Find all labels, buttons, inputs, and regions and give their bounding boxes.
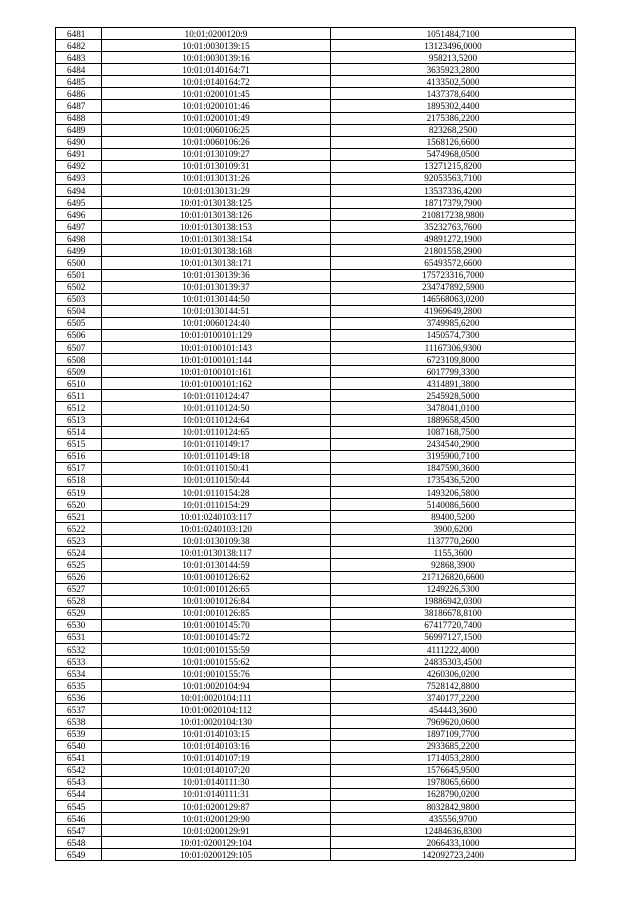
table-row	[56, 631, 576, 643]
value-cell: 2434540,2900	[331, 438, 576, 450]
value-cell: 1847590,3600	[331, 462, 576, 474]
value-cell: 1493206,5800	[331, 486, 576, 498]
cadastral-number-cell: 10:01:0010126:84	[102, 595, 331, 607]
cadastral-number-cell: 10:01:0110149:18	[102, 450, 331, 462]
value-cell: 13537336,4200	[331, 185, 576, 197]
table-row	[56, 595, 576, 607]
value-cell: 1087168,7500	[331, 426, 576, 438]
value-cell: 1437378,6400	[331, 88, 576, 100]
table-row	[56, 559, 576, 571]
row-number-cell: 6485	[56, 76, 102, 88]
cadastral-number-cell: 10:01:0130109:27	[102, 148, 331, 160]
row-number-cell: 6543	[56, 776, 102, 788]
cadastral-number-cell: 10:01:0200101:49	[102, 112, 331, 124]
table-row	[56, 221, 576, 233]
value-cell: 1978065,6600	[331, 776, 576, 788]
cadastral-number-cell: 10:01:0110124:65	[102, 426, 331, 438]
row-number-cell: 6531	[56, 631, 102, 643]
value-cell: 3900,6200	[331, 523, 576, 535]
cadastral-number-cell: 10:01:0200101:46	[102, 100, 331, 112]
value-cell: 1897109,7700	[331, 728, 576, 740]
table-row	[56, 124, 576, 136]
table-row	[56, 293, 576, 305]
row-number-cell: 6541	[56, 752, 102, 764]
table-row	[56, 523, 576, 535]
value-cell: 24835303,4500	[331, 656, 576, 668]
row-number-cell: 6536	[56, 692, 102, 704]
value-cell: 4314891,3800	[331, 378, 576, 390]
cadastral-number-cell: 10:01:0100101:162	[102, 378, 331, 390]
table-row	[56, 426, 576, 438]
cadastral-number-cell: 10:01:0130139:36	[102, 269, 331, 281]
row-number-cell: 6494	[56, 185, 102, 197]
value-cell: 56997127,1500	[331, 631, 576, 643]
value-cell: 18717379,7900	[331, 197, 576, 209]
table-row	[56, 728, 576, 740]
cadastral-number-cell: 10:01:0140164:72	[102, 76, 331, 88]
cadastral-number-cell: 10:01:0110124:50	[102, 402, 331, 414]
value-cell: 2545928,5000	[331, 390, 576, 402]
value-cell: 3195900,7100	[331, 450, 576, 462]
row-number-cell: 6489	[56, 124, 102, 136]
table-row	[56, 245, 576, 257]
table-row	[56, 547, 576, 559]
table-row	[56, 607, 576, 619]
cadastral-number-cell: 10:01:0140103:16	[102, 740, 331, 752]
value-cell: 5474968,0500	[331, 148, 576, 160]
value-cell: 1714053,2800	[331, 752, 576, 764]
value-cell: 92868,3900	[331, 559, 576, 571]
row-number-cell: 6514	[56, 426, 102, 438]
value-cell: 41969649,2800	[331, 305, 576, 317]
table-row	[56, 100, 576, 112]
cadastral-number-cell: 10:01:0010145:70	[102, 619, 331, 631]
row-number-cell: 6518	[56, 474, 102, 486]
cadastral-number-cell: 10:01:0010155:62	[102, 656, 331, 668]
cadastral-number-cell: 10:01:0030139:16	[102, 52, 331, 64]
value-cell: 823268,2500	[331, 124, 576, 136]
table-row	[56, 354, 576, 366]
row-number-cell: 6527	[56, 583, 102, 595]
table-row	[56, 172, 576, 184]
value-cell: 1895302,4400	[331, 100, 576, 112]
row-number-cell: 6510	[56, 378, 102, 390]
row-number-cell: 6521	[56, 511, 102, 523]
cadastral-number-cell: 10:01:0020104:130	[102, 716, 331, 728]
value-cell: 8032842,9800	[331, 801, 576, 813]
row-number-cell: 6533	[56, 656, 102, 668]
cadastral-number-cell: 10:01:0100101:144	[102, 354, 331, 366]
cadastral-number-cell: 10:01:0110154:29	[102, 499, 331, 511]
row-number-cell: 6547	[56, 825, 102, 837]
value-cell: 92053563,7100	[331, 172, 576, 184]
table-row	[56, 474, 576, 486]
table-row	[56, 643, 576, 655]
row-number-cell: 6481	[56, 28, 102, 40]
table-row	[56, 450, 576, 462]
row-number-cell: 6505	[56, 317, 102, 329]
table-row	[56, 305, 576, 317]
cadastral-number-cell: 10:01:0200101:45	[102, 88, 331, 100]
row-number-cell: 6519	[56, 486, 102, 498]
value-cell: 3478041,0100	[331, 402, 576, 414]
cadastral-number-cell: 10:01:0200129:90	[102, 813, 331, 825]
cadastral-number-cell: 10:01:0100101:161	[102, 366, 331, 378]
row-number-cell: 6501	[56, 269, 102, 281]
cadastral-number-cell: 10:01:0130138:117	[102, 547, 331, 559]
row-number-cell: 6517	[56, 462, 102, 474]
table-row	[56, 197, 576, 209]
table-row	[56, 740, 576, 752]
table-row	[56, 499, 576, 511]
row-number-cell: 6524	[56, 547, 102, 559]
value-cell: 1155,3600	[331, 547, 576, 559]
value-cell: 2066433,1000	[331, 837, 576, 849]
value-cell: 435556,9700	[331, 813, 576, 825]
row-number-cell: 6513	[56, 414, 102, 426]
value-cell: 7969620,0600	[331, 716, 576, 728]
cadastral-number-cell: 10:01:0020104:111	[102, 692, 331, 704]
table-row	[56, 185, 576, 197]
cadastral-number-cell: 10:01:0110124:47	[102, 390, 331, 402]
row-number-cell: 6542	[56, 764, 102, 776]
row-number-cell: 6498	[56, 233, 102, 245]
table-row	[56, 40, 576, 52]
row-number-cell: 6548	[56, 837, 102, 849]
row-number-cell: 6528	[56, 595, 102, 607]
cadastral-number-cell: 10:01:0130131:29	[102, 185, 331, 197]
cadastral-number-cell: 10:01:0200129:105	[102, 849, 331, 861]
cadastral-number-cell: 10:01:0140107:20	[102, 764, 331, 776]
table-row	[56, 837, 576, 849]
cadastral-number-cell: 10:01:0200129:91	[102, 825, 331, 837]
table-row	[56, 281, 576, 293]
value-cell: 3749985,6200	[331, 317, 576, 329]
row-number-cell: 6503	[56, 293, 102, 305]
value-cell: 2175386,2200	[331, 112, 576, 124]
cadastral-number-cell: 10:01:0110149:17	[102, 438, 331, 450]
table-row	[56, 342, 576, 354]
value-cell: 12484636,8300	[331, 825, 576, 837]
cadastral-number-cell: 10:01:0020104:112	[102, 704, 331, 716]
cadastral-number-cell: 10:01:0060106:26	[102, 136, 331, 148]
table-row	[56, 849, 576, 861]
table-row	[56, 366, 576, 378]
row-number-cell: 6488	[56, 112, 102, 124]
value-cell: 234747892,5900	[331, 281, 576, 293]
row-number-cell: 6540	[56, 740, 102, 752]
value-cell: 1568126,6600	[331, 136, 576, 148]
value-cell: 4133502,5000	[331, 76, 576, 88]
table-row	[56, 704, 576, 716]
value-cell: 5140086,5600	[331, 499, 576, 511]
table-row	[56, 269, 576, 281]
table-row	[56, 76, 576, 88]
row-number-cell: 6515	[56, 438, 102, 450]
cadastral-number-cell: 10:01:0130138:125	[102, 197, 331, 209]
table-row	[56, 486, 576, 498]
table-row	[56, 52, 576, 64]
cadastral-number-cell: 10:01:0240103:120	[102, 523, 331, 535]
table-row	[56, 825, 576, 837]
row-number-cell: 6504	[56, 305, 102, 317]
table-row	[56, 317, 576, 329]
table-row	[56, 583, 576, 595]
value-cell: 89400,5200	[331, 511, 576, 523]
row-number-cell: 6526	[56, 571, 102, 583]
value-cell: 958213,5200	[331, 52, 576, 64]
table-row	[56, 680, 576, 692]
table-row	[56, 801, 576, 813]
row-number-cell: 6537	[56, 704, 102, 716]
cadastral-number-cell: 10:01:0140111:31	[102, 788, 331, 800]
table-row	[56, 136, 576, 148]
cadastral-number-cell: 10:01:0100101:129	[102, 329, 331, 341]
value-cell: 38186678,8100	[331, 607, 576, 619]
table-row	[56, 656, 576, 668]
cadastral-number-cell: 10:01:0060106:25	[102, 124, 331, 136]
cadastral-number-cell: 10:01:0200129:104	[102, 837, 331, 849]
cadastral-number-cell: 10:01:0130139:37	[102, 281, 331, 293]
value-cell: 1889658,4500	[331, 414, 576, 426]
cadastral-number-cell: 10:01:0130138:168	[102, 245, 331, 257]
row-number-cell: 6490	[56, 136, 102, 148]
value-cell: 21801558,2900	[331, 245, 576, 257]
cadastral-number-cell: 10:01:0240103:117	[102, 511, 331, 523]
value-cell: 35232763,7600	[331, 221, 576, 233]
row-number-cell: 6529	[56, 607, 102, 619]
cadastral-number-cell: 10:01:0140103:15	[102, 728, 331, 740]
table-body	[56, 28, 576, 861]
row-number-cell: 6544	[56, 788, 102, 800]
value-cell: 175723316,7000	[331, 269, 576, 281]
value-cell: 2933685,2200	[331, 740, 576, 752]
row-number-cell: 6495	[56, 197, 102, 209]
row-number-cell: 6525	[56, 559, 102, 571]
table-row	[56, 64, 576, 76]
cadastral-number-cell: 10:01:0010126:62	[102, 571, 331, 583]
row-number-cell: 6522	[56, 523, 102, 535]
row-number-cell: 6530	[56, 619, 102, 631]
table-row	[56, 160, 576, 172]
row-number-cell: 6506	[56, 329, 102, 341]
cadastral-number-cell: 10:01:0100101:143	[102, 342, 331, 354]
value-cell: 454443,3600	[331, 704, 576, 716]
value-cell: 13271215,8200	[331, 160, 576, 172]
row-number-cell: 6535	[56, 680, 102, 692]
row-number-cell: 6523	[56, 535, 102, 547]
cadastral-number-cell: 10:01:0130144:50	[102, 293, 331, 305]
cadastral-number-cell: 10:01:0130144:51	[102, 305, 331, 317]
value-cell: 1735436,5200	[331, 474, 576, 486]
cadastral-number-cell: 10:01:0060124:40	[102, 317, 331, 329]
row-number-cell: 6511	[56, 390, 102, 402]
value-cell: 6723109,8000	[331, 354, 576, 366]
value-cell: 4260306,0200	[331, 668, 576, 680]
value-cell: 217126820,6600	[331, 571, 576, 583]
table-row	[56, 668, 576, 680]
row-number-cell: 6532	[56, 643, 102, 655]
table-row	[56, 462, 576, 474]
cadastral-number-cell: 10:01:0110154:28	[102, 486, 331, 498]
value-cell: 4111222,4000	[331, 643, 576, 655]
value-cell: 146568063,0200	[331, 293, 576, 305]
row-number-cell: 6491	[56, 148, 102, 160]
value-cell: 7528142,8800	[331, 680, 576, 692]
table-row	[56, 28, 576, 40]
cadastral-number-cell: 10:01:0010126:65	[102, 583, 331, 595]
table-row	[56, 764, 576, 776]
cadastral-number-cell: 10:01:0130109:38	[102, 535, 331, 547]
table-row	[56, 112, 576, 124]
value-cell: 19886942,0300	[331, 595, 576, 607]
table-row	[56, 148, 576, 160]
cadastral-number-cell: 10:01:0020104:94	[102, 680, 331, 692]
row-number-cell: 6496	[56, 209, 102, 221]
value-cell: 49891272,1900	[331, 233, 576, 245]
cadastral-number-cell: 10:01:0110124:64	[102, 414, 331, 426]
table-row	[56, 716, 576, 728]
cadastral-number-cell: 10:01:0130144:59	[102, 559, 331, 571]
cadastral-number-cell: 10:01:0200120:9	[102, 28, 331, 40]
value-cell: 65493572,6600	[331, 257, 576, 269]
cadastral-number-cell: 10:01:0130109:31	[102, 160, 331, 172]
cadastral-number-cell: 10:01:0010145:72	[102, 631, 331, 643]
row-number-cell: 6546	[56, 813, 102, 825]
value-cell: 11167306,9300	[331, 342, 576, 354]
row-number-cell: 6538	[56, 716, 102, 728]
row-number-cell: 6549	[56, 849, 102, 861]
row-number-cell: 6497	[56, 221, 102, 233]
cadastral-number-cell: 10:01:0130138:171	[102, 257, 331, 269]
value-cell: 67417720,7400	[331, 619, 576, 631]
table-row	[56, 378, 576, 390]
row-number-cell: 6482	[56, 40, 102, 52]
row-number-cell: 6507	[56, 342, 102, 354]
value-cell: 1051484,7100	[331, 28, 576, 40]
value-cell: 1628790,0200	[331, 788, 576, 800]
cadastral-number-cell: 10:01:0140107:19	[102, 752, 331, 764]
table-row	[56, 414, 576, 426]
value-cell: 1450574,7300	[331, 329, 576, 341]
cadastral-number-cell: 10:01:0010155:59	[102, 643, 331, 655]
row-number-cell: 6484	[56, 64, 102, 76]
row-number-cell: 6500	[56, 257, 102, 269]
value-cell: 3635923,2800	[331, 64, 576, 76]
table-row	[56, 390, 576, 402]
table-row	[56, 692, 576, 704]
table-row	[56, 788, 576, 800]
table-row	[56, 233, 576, 245]
value-cell: 1249226,5300	[331, 583, 576, 595]
row-number-cell: 6486	[56, 88, 102, 100]
table-row	[56, 571, 576, 583]
cadastral-number-cell: 10:01:0010126:85	[102, 607, 331, 619]
table-row	[56, 329, 576, 341]
value-cell: 3740177,2200	[331, 692, 576, 704]
row-number-cell: 6502	[56, 281, 102, 293]
value-cell: 142092723,2400	[331, 849, 576, 861]
cadastral-number-cell: 10:01:0140164:71	[102, 64, 331, 76]
row-number-cell: 6545	[56, 801, 102, 813]
row-number-cell: 6509	[56, 366, 102, 378]
cadastral-number-cell: 10:01:0140111:30	[102, 776, 331, 788]
row-number-cell: 6487	[56, 100, 102, 112]
table-row	[56, 752, 576, 764]
cadastral-number-cell: 10:01:0130138:154	[102, 233, 331, 245]
row-number-cell: 6492	[56, 160, 102, 172]
table-row	[56, 511, 576, 523]
table-row	[56, 257, 576, 269]
value-cell: 13123496,0000	[331, 40, 576, 52]
cadastral-number-cell: 10:01:0030139:15	[102, 40, 331, 52]
value-cell: 1576645,9500	[331, 764, 576, 776]
cadastral-number-cell: 10:01:0130138:126	[102, 209, 331, 221]
cadastral-value-table	[55, 27, 576, 861]
value-cell: 1137770,2600	[331, 535, 576, 547]
table-row	[56, 776, 576, 788]
cadastral-number-cell: 10:01:0010155:76	[102, 668, 331, 680]
table-row	[56, 209, 576, 221]
table-row	[56, 813, 576, 825]
cadastral-number-cell: 10:01:0110150:41	[102, 462, 331, 474]
row-number-cell: 6508	[56, 354, 102, 366]
cadastral-number-cell: 10:01:0200129:87	[102, 801, 331, 813]
table-row	[56, 535, 576, 547]
table-row	[56, 402, 576, 414]
cadastral-number-cell: 10:01:0130131:26	[102, 172, 331, 184]
row-number-cell: 6483	[56, 52, 102, 64]
cadastral-number-cell: 10:01:0130138:153	[102, 221, 331, 233]
row-number-cell: 6512	[56, 402, 102, 414]
row-number-cell: 6539	[56, 728, 102, 740]
row-number-cell: 6520	[56, 499, 102, 511]
table-row	[56, 438, 576, 450]
table-row	[56, 619, 576, 631]
cadastral-number-cell: 10:01:0110150:44	[102, 474, 331, 486]
value-cell: 210817238,9800	[331, 209, 576, 221]
row-number-cell: 6493	[56, 172, 102, 184]
value-cell: 6017799,3300	[331, 366, 576, 378]
row-number-cell: 6499	[56, 245, 102, 257]
row-number-cell: 6516	[56, 450, 102, 462]
table-row	[56, 88, 576, 100]
row-number-cell: 6534	[56, 668, 102, 680]
